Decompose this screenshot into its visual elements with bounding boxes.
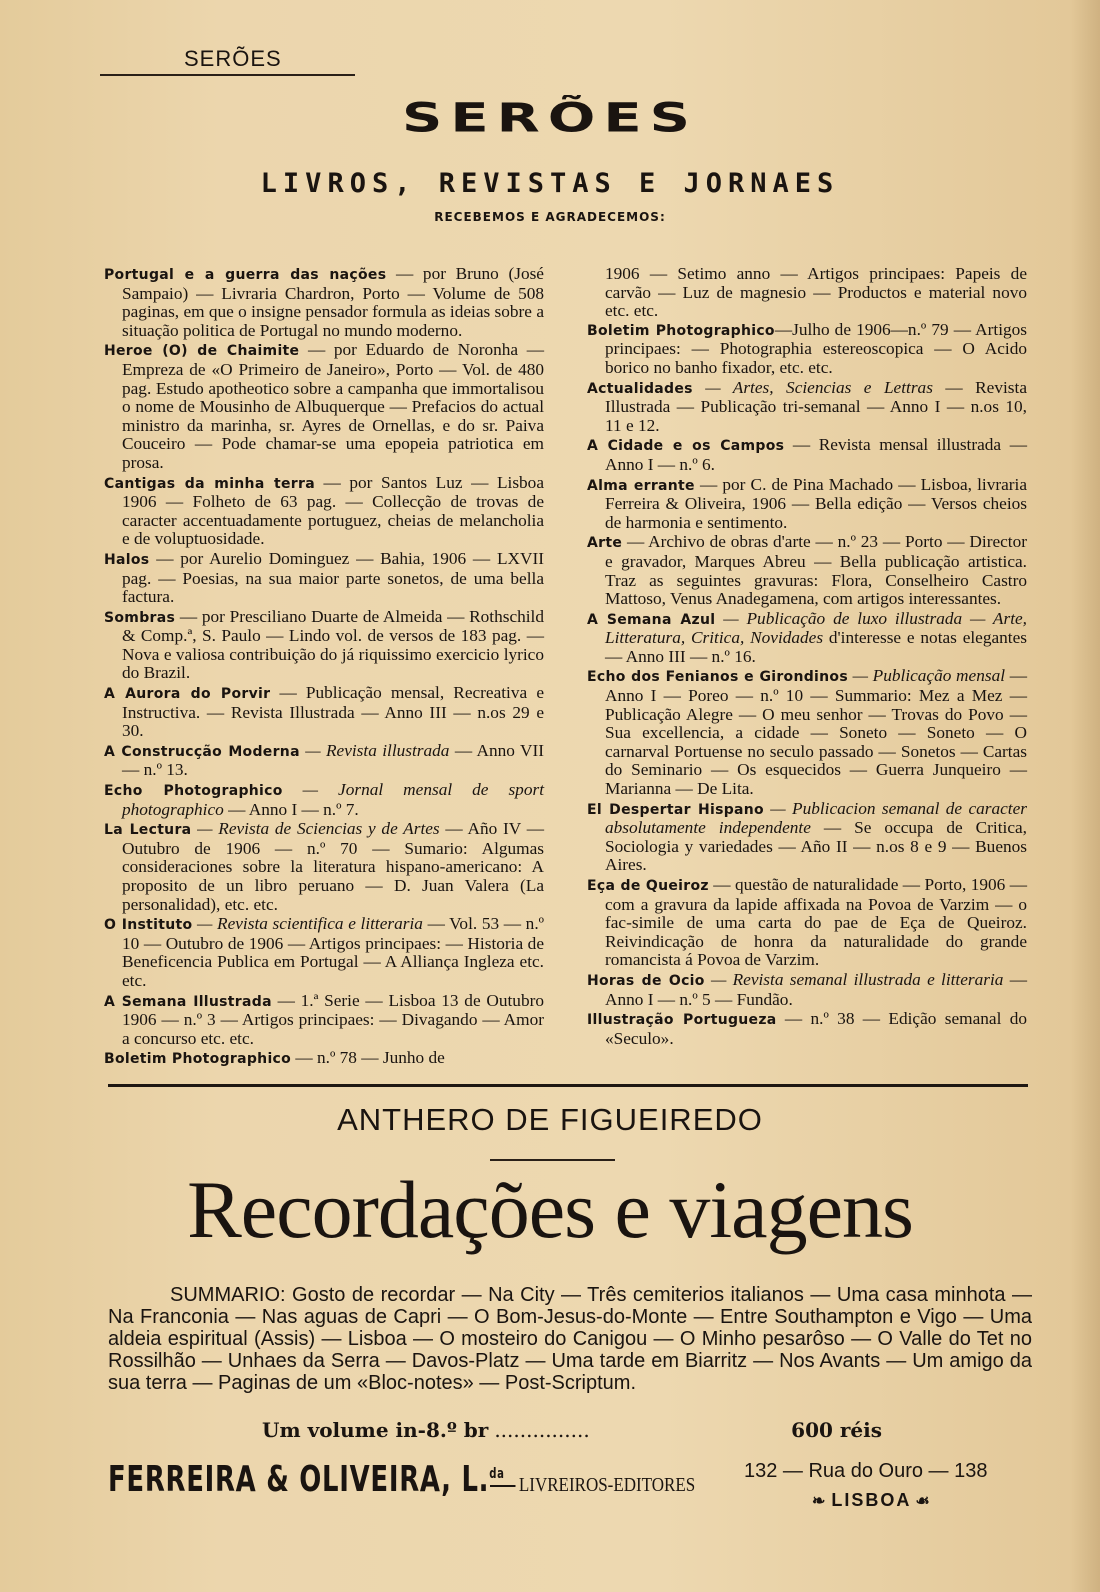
right-column [587,265,1027,1049]
entry-title: Sombras [104,609,176,626]
publisher-name-text: FERREIRA & OLIVEIRA, L. [108,1459,490,1500]
catalog-entry [104,550,544,607]
entry-title: A Semana Illustrada [104,993,272,1010]
entry-title: A Cidade e os Campos [587,438,785,455]
catalog-entry [587,436,1027,474]
advert-author-rule [490,1159,615,1161]
catalog-entry [587,1010,1027,1048]
entry-text: — por Santos Luz — Lisboa 1906 — Folheto de 63 pag. — Collecção de trovas de caracter accentuadamente portuguez, cheias de melancholia e de voluptuosidade. [122,472,544,549]
entry-title: Actualidades [587,380,693,397]
publisher-city-text: LISBOA [831,1490,912,1510]
entry-title: Echo Photographico [104,783,283,800]
entry-text: — Revista mensal illustrada — Anno I — n.º 6. [605,435,1027,474]
entry-title: Heroe (O) de Chaimite [104,343,300,360]
catalog-entry [104,820,544,914]
entry-text: — Revista Illustrada — Publicação tri-semanal — Anno I — n.os 10, 11 e 12. [605,377,1027,435]
entry-title: Halos [104,551,150,568]
catalog-entry [587,667,1027,798]
catalog-entry [104,684,544,741]
entry-title: Horas de Ocio [587,972,705,989]
entry-italic: — Publicação mensal [847,666,1006,686]
left-column [104,265,544,1070]
entry-italic: — Revista semanal illustrada e litteraria [704,969,1004,989]
ornament-left-icon: ❧ [812,1493,828,1510]
entry-italic: — Revista illustrada [299,740,450,760]
entry-text: — Anno I — n.º 5 — Fundão. [605,969,1027,1009]
catalog-entry [587,476,1027,533]
page-edge-shadow [1070,0,1100,1592]
publisher-name [108,1459,505,1500]
entry-text: — n.º 38 — Edição semanal do «Seculo». [605,1009,1027,1048]
entry-text: — n.º 78 — Junho de [291,1048,445,1068]
publisher-role-dash [490,1485,516,1487]
entry-text: — por Presciliano Duarte de Almeida — Rothschild & Comp.ª, S. Paulo — Lindo vol. de versos de 183 pag. — Nova e valiosa contribuição do já riquissimo exercicio lyrico do Brazil. [122,606,544,683]
publisher-address: 132 — Rua do Ouro — 138 [744,1460,988,1482]
entry-title: Eça de Queiroz [587,878,709,894]
catalog-entry [104,608,544,683]
catalog-entry [587,321,1027,378]
advert-summary [108,1284,1032,1394]
entry-text: — Archivo de obras d'arte — n.º 23 — Porto — Director e gravador, Marques Abreu — Bella publicação artistica. Traz as seguintes gravuras: Flora, Conselheiro Castro Mattoso, Venus Anadegamena, com artigos interessantes. [605,532,1027,609]
catalog-entry [587,971,1027,1009]
entry-title: Portugal e a guerra das nações [104,267,387,283]
entry-text: — por Eduardo de Noronha — Empreza de «O Primeiro de Janeiro», Porto — Vol. de 480 pag. Estudo apotheotico sobre a campanha que immortalisou o nome de Mousinho de Albuquerque — Prefacios do actual ministro da marinha, sr. Ayres de Ornellas, e do sr. Paiva Couceiro — Pode chamar-se uma epopeia patriotica em prosa. [122,340,544,472]
catalog-entry [104,265,544,340]
entry-title: Boletim Photographico [587,322,775,339]
entry-title: A Construcção Moderna [104,743,300,760]
masthead-title: SERÕES [402,95,698,142]
entry-title: Arte [587,535,623,552]
entry-title: A Semana Azul [587,611,716,628]
entry-italic: — Revista scientifica e litteraria [192,914,423,934]
catalog-entry [587,876,1027,970]
catalog-entry [587,379,1027,436]
publisher-role [490,1474,695,1497]
entry-italic: — Artes, Sciencias e Lettras [692,377,933,397]
price-label: Um volume in-8.º br [262,1418,489,1442]
section-subhead: LIVROS, REVISTAS E JORNAES [260,168,840,199]
price-leader-dots: ............... [494,1418,590,1442]
entry-text: — por Bruno (José Sampaio) — Livraria Chardron, Porto — Volume de 508 paginas, em que o insigne pensador formula as ideias sobre a situação politica de Portugal no mundo moderno. [122,264,544,340]
entry-title: La Lectura [104,822,192,839]
entry-title: Echo dos Fenianos e Girondinos [587,669,848,686]
running-head-rule [100,74,355,76]
catalog-entry [104,992,544,1049]
catalog-entry [104,474,544,549]
entry-text: — por Aurelio Dominguez — Bahia, 1906 — LXVII pag. — Poesias, na sua maior parte sonetos, de uma bella factura. [122,548,544,607]
publisher-city [808,1490,936,1511]
entry-text: — Anno I — Poreo — n.º 10 — Summario: Mez a Mez — Publicação Alegre — O meu senhor — Trovas do Povo — Sua excellencia, a cidade — Soneto — Soneto — O carnarval Portuense no seculo passado — Sonetos — Cartas do Seminario — Os esquecidos — Guerra Junqueiro — Marianna — De Lita. [605,666,1027,799]
entry-text: — Año IV — Outubro de 1906 — n.º 70 — Sumario: Algumas consideraciones sobre la literatura hispano-americano: A proposito de un libro peruano — D. Juan Valera (La personalidad), etc. etc. [122,819,544,914]
catalog-entry [587,800,1027,875]
publisher-role-text: LIVREIROS-EDITORES [518,1474,696,1496]
entry-title: Boletim Photographico [104,1051,292,1068]
entry-italic: — Publicacion semanal de caracter absolutamente independente [605,798,1027,838]
advert-author: ANTHERO DE FIGUEIREDO [337,1102,763,1137]
entry-title: Cantigas da minha terra [104,475,315,492]
price-value: 600 réis [791,1418,882,1442]
entry-title: Alma errante [587,477,695,494]
received-note: RECEBEMOS E AGRADECEMOS: [434,210,666,224]
entry-text: — questão de naturalidade — Porto, 1906 — com a gravura da lapide affixada na Povoa de Varzim — o fac-simile de uma carta do pae de Eça de Queiroz. Reivindicação de honra da naturalidade do grande romancista á Povoa de Varzim. [605,875,1027,970]
entry-italic: — Revista de Sciencias y de Artes [191,819,440,839]
advert-price-line [262,1418,882,1442]
catalog-entry [104,341,544,472]
entry-text: — Anno VII — n.º 13. [122,740,544,780]
entry-text: d'interesse e notas elegantes — Anno III — n.º 16. [605,628,1027,666]
entry-text: — por C. de Pina Machado — Lisboa, livraria Ferreira & Oliveira, 1906 — Bella edição — Versos cheios de harmonia e sentimento. [605,474,1027,532]
entry-title: A Aurora do Porvir [104,686,271,703]
catalog-entry [104,742,544,780]
running-head: SERÕES [184,46,282,71]
catalog-entry [587,610,1027,667]
entry-title: O Instituto [104,917,193,934]
catalog-entry [104,781,544,819]
entry-title: Illustração Portugueza [587,1012,777,1029]
entry-italic: — Publicação de luxo illustrada — Arte, Litteratura, Critica, Novidades [605,608,1027,648]
entry-italic: — Jornal mensal de sport photographico [122,780,544,819]
entry-title: El Despertar Hispano [587,801,764,818]
entry-text: —Julho de 1906—n.º 79 — Artigos principaes: — Photographia estereoscopica — O Acido borico no banho fixador, etc. etc. [605,319,1027,377]
entry-text: — Vol. 53 — n.º 10 — Outubro de 1906 — Artigos principaes: — Historia de Beneficencia Publica em Portugal — A Alliança Ingleza etc. etc. [122,914,544,990]
entry-text: — Se occupa de Critica, Sociologia y variedades — Año II — n.os 8 e 9 — Buenos Aires. [605,818,1027,875]
ornament-right-icon: ☙ [915,1493,932,1510]
right-column-continuation: 1906 — Setimo anno — Artigos principaes: Papeis de carvão — Luz de magnesio — Productos e material novo etc. etc. [605,264,1027,321]
entry-text: — 1.ª Serie — Lisboa 13 de Outubro 1906 — n.º 3 — Artigos principaes: — Divagando — Amor a concurso etc. etc. [122,990,544,1048]
advert-book-title: Recordações e viagens [187,1164,913,1255]
entry-text: — Publicação mensal, Recreativa e Instructiva. — Revista Illustrada — Anno III — n.os 29 e 30. [122,683,544,741]
catalog-entry [104,1049,544,1069]
section-divider [108,1084,1028,1087]
advert-summary-text: SUMMARIO: Gosto de recordar — Na City — Três cemiterios italianos — Uma casa minhota — Na Franconia — Nas aguas de Capri — O Bom-Jesus-do-Monte — Entre Southampton e Vigo — Uma aldeia espiritual (Assis) — Lisboa — O mosteiro do Canigou — O Minho pesarôso — O Valle do Tet no Rossilhão — Unhaes da Serra — Davos-Platz — Uma tarde em Biarritz — Nos Avants — Um amigo da sua terra — Paginas de um «Bloc-notes» — Post-Scriptum. [108,1284,1032,1394]
entry-text: — Anno I — n.º 7. [223,799,359,819]
catalog-entry [104,915,544,990]
catalog-entry [587,533,1027,608]
publisher-name-sup: da [489,1466,505,1482]
